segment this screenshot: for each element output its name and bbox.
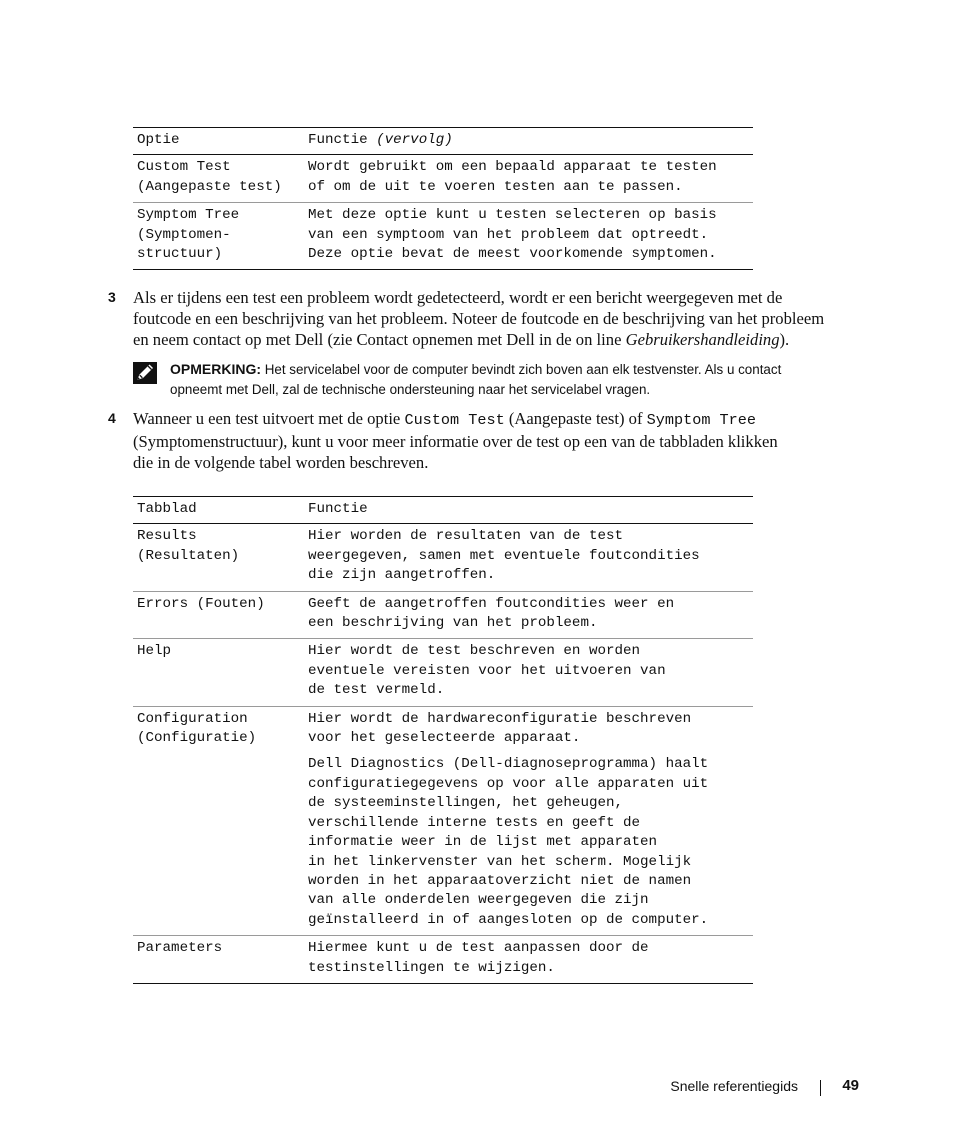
function-cell: Wordt gebruikt om een bepaald apparaat te testen of om de uit te voeren testen aan te passen. bbox=[304, 155, 753, 203]
column-header-function: Functie (vervolg) bbox=[304, 128, 753, 155]
continued-label: (vervolg) bbox=[376, 132, 453, 148]
column-header-function: Functie bbox=[304, 497, 753, 524]
table-row bbox=[133, 155, 753, 203]
table-row bbox=[133, 706, 753, 935]
function-cell: Hier wordt de test beschreven en worden eventuele vereisten voor het uitvoeren van de test vermeld. bbox=[304, 639, 753, 706]
option-cell: Symptom Tree (Symptomen- structuur) bbox=[133, 203, 304, 270]
tab-cell: Help bbox=[133, 639, 304, 706]
option-cell: Custom Test (Aangepaste test) bbox=[133, 155, 304, 203]
page-number: 49 bbox=[842, 1077, 859, 1094]
tab-cell: Parameters bbox=[133, 936, 304, 984]
tabs-table bbox=[133, 496, 753, 984]
function-cell: Geeft de aangetroffen foutcondities weer en een beschrijving van het probleem. bbox=[304, 591, 753, 639]
table-row bbox=[133, 524, 753, 591]
step-text: Wanneer u een test uitvoert met de optie Custom Test (Aangepaste test) of Symptom Tree (Symptomenstructuur), kunt u voor meer informatie over de test op een van de tabbladen klikken die in de volgende tabel worden beschreven. bbox=[133, 409, 778, 472]
note-text: OPMERKING: Het servicelabel voor de computer bevindt zich boven aan elk testvenster. Als u contact opneemt met Dell, zal de technische ondersteuning naar het servicelabel vragen. bbox=[170, 361, 782, 397]
table-row bbox=[133, 936, 753, 984]
tab-cell: Errors (Fouten) bbox=[133, 591, 304, 639]
function-cell: Hier worden de resultaten van de test weergegeven, samen met eventuele foutcondities die zijn aangetroffen. bbox=[304, 524, 753, 591]
step-number: 4 bbox=[108, 410, 116, 426]
step-text: Als er tijdens een test een probleem wordt gedetecteerd, wordt er een bericht weergegeven met de foutcode en een beschrijving van het probleem. Noteer de foutcode en de beschrijving van het probleem en neem contact op met Dell (zie Contact opnemen met Dell in de on line Gebruikershandleiding). bbox=[133, 288, 825, 349]
function-cell: Hiermee kunt u de test aanpassen door de testinstellingen te wijzigen. bbox=[304, 936, 753, 984]
note-label: OPMERKING: bbox=[170, 361, 261, 377]
table-header-row bbox=[133, 128, 753, 155]
page-footer bbox=[560, 1077, 860, 1099]
function-cell: Met deze optie kunt u testen selecteren op basis van een symptoom van het probleem dat optreedt. Deze optie bevat de meest voorkomende symptomen. bbox=[304, 203, 753, 270]
tab-cell: Configuration (Configuratie) bbox=[133, 706, 304, 935]
column-header-tab: Tabblad bbox=[133, 497, 304, 524]
pencil-note-icon bbox=[133, 362, 157, 384]
step-number: 3 bbox=[108, 289, 116, 305]
tab-cell: Results (Resultaten) bbox=[133, 524, 304, 591]
table-row bbox=[133, 591, 753, 639]
code-custom-test: Custom Test bbox=[404, 411, 505, 429]
footer-title: Snelle referentiegids bbox=[670, 1078, 798, 1094]
function-cell: Hier wordt de hardwareconfiguratie beschreven voor het geselecteerde apparaat. Dell Diagnostics (Dell-diagnoseprogramma) haalt configuratiegegevens op voor alle apparaten uit de systeeminstellingen, het geheugen, verschillende interne tests en geeft de informatie weer in de lijst met apparaten in het linkervenster van het scherm. Mogelijk worden in het apparaatoverzicht niet de namen van alle onderdelen weergegeven die zijn geïnstalleerd in of aangesloten op de computer. bbox=[304, 706, 753, 935]
table-header-row bbox=[133, 497, 753, 524]
code-symptom-tree: Symptom Tree bbox=[646, 411, 757, 429]
options-table bbox=[133, 127, 753, 270]
footer-divider bbox=[820, 1080, 821, 1096]
table-row bbox=[133, 639, 753, 706]
guide-title: Gebruikershandleiding bbox=[625, 330, 780, 349]
column-header-option: Optie bbox=[133, 128, 304, 155]
table-row bbox=[133, 203, 753, 270]
